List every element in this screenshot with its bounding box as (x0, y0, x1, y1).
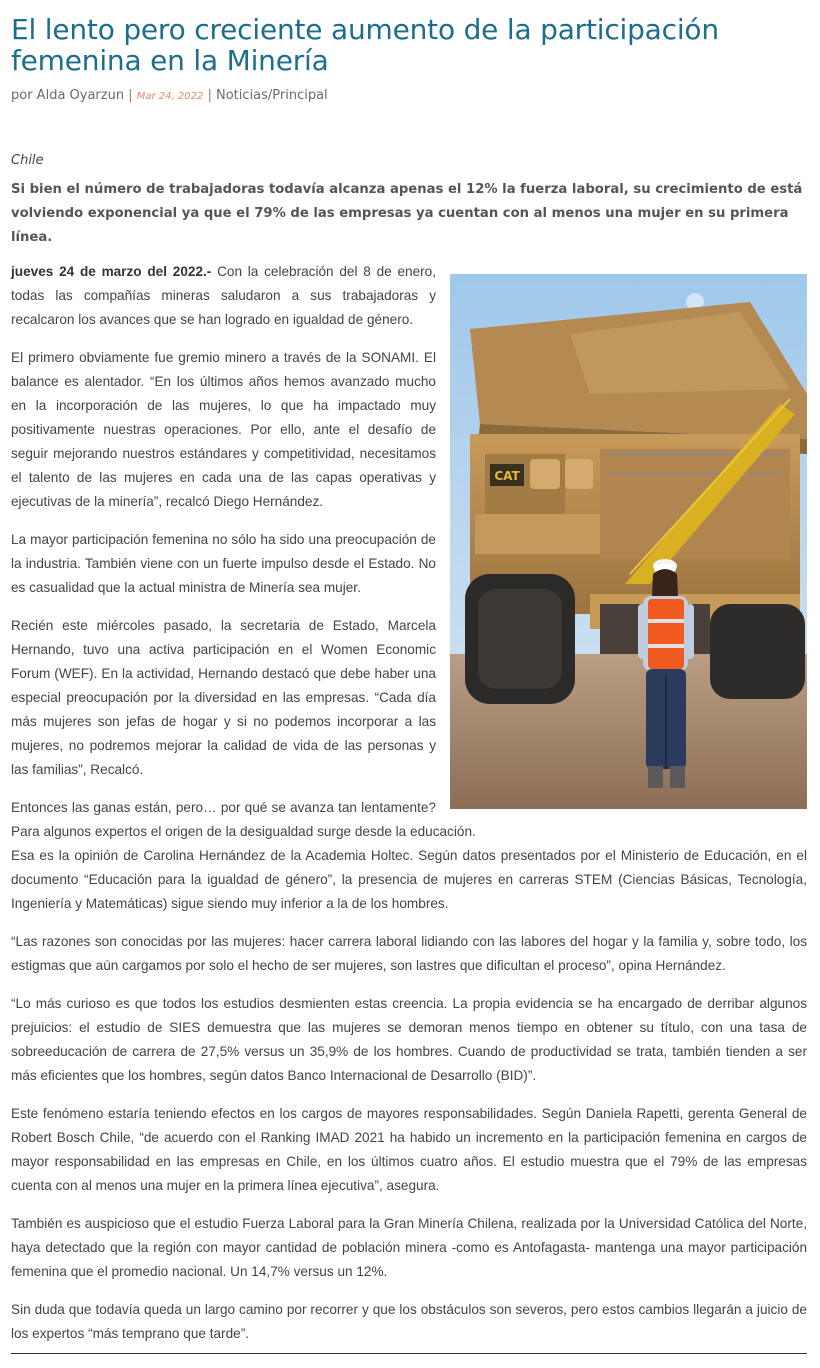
paragraph: Con la celebración del 8 de enero, todas las compañías mineras saludaron a sus trabajadoras y recalcaron los avances que se han logrado en igualdad de género. (11, 264, 437, 327)
article-lead: Si bien el número de trabajadoras todavía alcanza apenas el 12% la fuerza laboral, su crecimiento de está volviendo exponencial ya que el 79% de las empresas ya cuentan con al menos una mujer en su primera línea. (11, 182, 803, 245)
truck-wheel-right (710, 604, 805, 699)
paragraph: El primero obviamente fue gremio minero a través de la SONAMI. El balance es alentador. “En los últimos años hemos avanzado mucho en la incorporación de las mujeres, lo que ha impactado muy positivamente nuestras operaciones. Por ello, ante el desafío de seguir mejorando nuestros estándares y competitividad, necesitamos el talento de las mujeres en cada una de las capas operativas y ejecutivas de la minería”, recalcó Diego Hernández. (11, 350, 436, 509)
article-date-lead: jueves 24 de marzo del 2022.- (11, 264, 212, 279)
paragraph: Entonces las ganas están, pero… por qué se avanza tan lentamente? Para algunos expertos el origen de la desigualdad surge desde la educación. (11, 800, 476, 839)
article-title: El lento pero creciente aumento de la participación femenina en la Minería (11, 13, 719, 77)
meta-separator: | (128, 88, 133, 103)
paragraph: Esa es la opinión de Carolina Hernández de la Academia Holtec. Según datos presentados por el Ministerio de Educación, en el documento “Educación para la igualdad de género”, la presencia de mujeres en carreras STEM (Ciencias Básicas, Tecnología, Ingeniería y Matemáticas) sigue siendo muy inferior a la de los hombres. (11, 848, 807, 911)
paragraph: La mayor participación femenina no sólo ha sido una preocupación de la industria. También viene con un fuerte impulso desde el Estado. No es casualidad que la actual ministra de Minería sea mujer. (11, 532, 436, 595)
author-link[interactable]: por Alda Oyarzun (11, 88, 125, 103)
article-page (11, 0, 807, 1360)
article-photo (450, 274, 807, 809)
category-link[interactable]: Noticias/Principal (216, 88, 328, 103)
post-meta (11, 88, 807, 103)
paragraph: “Lo más curioso es que todos los estudios desmienten estas creencia. La propia evidencia se ha encargado de derribar algunos prejuicios: el estudio de SIES demuestra que las mujeres se demoran menos tiempo en obtener su título, con una tasa de sobreeducación de carrera de 27,5% versus un 35,9% de los hombres. Cuando de productividad se trata, también tienden a ser más eficientes que los hombres, según datos Banco Internacional de Desarrollo (BID)”. (11, 996, 807, 1083)
paragraph: También es auspicioso que el estudio Fuerza Laboral para la Gran Minería Chilena, realizada por la Universidad Católica del Norte, haya detectado que la región con mayor cantidad de población minera -como es Antofagasta- mantenga una mayor participación femenina que el promedio nacional. Un 14,7% versus un 12%. (11, 1216, 807, 1279)
bottom-divider (11, 1353, 807, 1354)
paragraph: Sin duda que todavía queda un largo camino por recorrer y que los obstáculos son severos, pero estos cambios llegarán a juicio de los expertos “más temprano que tarde”. (11, 1302, 807, 1341)
article-body (11, 260, 807, 1346)
meta-separator: | (207, 88, 212, 103)
article-kicker: Chile (11, 153, 44, 168)
paragraph: Este fenómeno estaría teniendo efectos en los cargos de mayores responsabilidades. Según Daniela Rapetti, gerenta General de Robert Bosch Chile, “de acuerdo con el Ranking IMAD 2021 ha habido un incremento en la participación femenina en cargos de mayor responsabilidad en las empresas en Chile, en los últimos cuatro años. El estudio muestra que el 79% de las empresas cuenta con al menos una mujer en la primera línea ejecutiva”, asegura. (11, 1106, 807, 1193)
paragraph: Recién este miércoles pasado, la secretaria de Estado, Marcela Hernando, tuvo una activa participación en el Women Economic Forum (WEF). En la actividad, Hernando destacó que debe haber una especial preocupación por la diversidad en las empresas. “Cada día más mujeres son jefas de hogar y si no podemos incorporar a las mujeres, no podremos mejorar la calidad de vida de las personas y las familias”, Recalcó. (11, 618, 436, 777)
safety-vest (648, 599, 684, 669)
paragraph: “Las razones son conocidas por las mujeres: hacer carrera laboral lidiando con las labores del hogar y la familia y, sobre todo, los estigmas que aún cargamos por solo el hecho de ser mujeres, son lastres que dificultan el proceso”, opina Hernández. (11, 934, 807, 973)
post-date: Mar 24, 2022 (136, 91, 204, 102)
cat-logo-text: CAT (494, 469, 520, 483)
